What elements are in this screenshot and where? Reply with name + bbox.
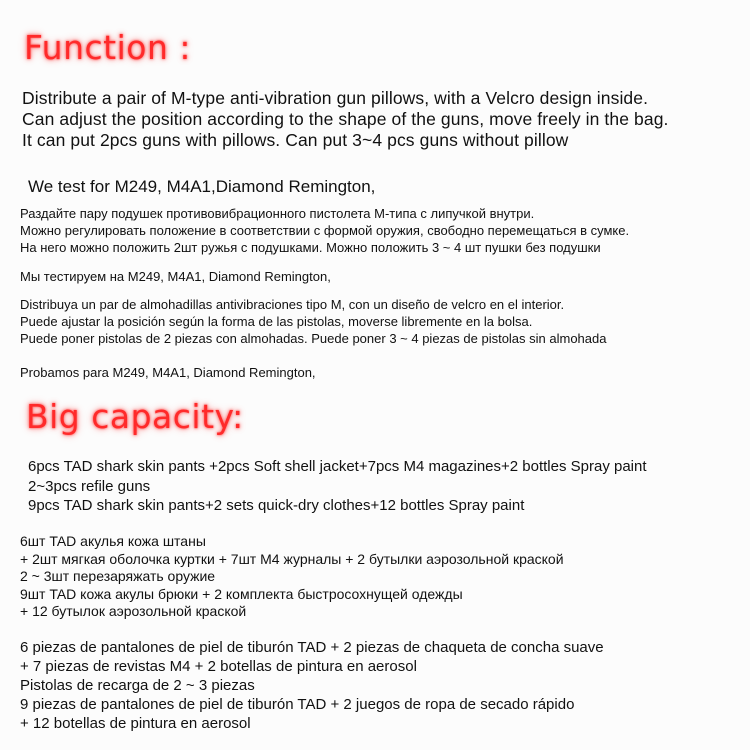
text-line: Можно регулировать положение в соответствии с формой оружия, свободно перемещаться в сумке.	[20, 223, 630, 238]
text-line: Distribute a pair of M-type anti-vibration gun pillows, with a Velcro design inside.	[22, 88, 649, 108]
function-english-paragraph	[22, 88, 669, 151]
big-capacity-heading: Big capacity:	[26, 397, 244, 436]
text-line: 6pcs TAD shark skin pants +2pcs Soft shell jacket+7pcs M4 magazines+2 bottles Spray paint	[28, 458, 647, 475]
function-heading: Function :	[24, 28, 191, 67]
text-line: Pistolas de recarga de 2 ~ 3 piezas	[20, 677, 255, 694]
capacity-russian-paragraph	[20, 533, 564, 621]
text-line: Раздайте пару подушек противовибрационного пистолета M-типа с липучкой внутри.	[20, 206, 535, 221]
capacity-english-paragraph	[28, 457, 647, 516]
function-english-test-line: We test for M249, M4A1,Diamond Remington,	[28, 177, 376, 196]
text-line: 9pcs TAD shark skin pants+2 sets quick-dry clothes+12 bottles Spray paint	[28, 497, 525, 514]
text-line: 6 piezas de pantalones de piel de tiburón TAD + 2 piezas de chaqueta de concha suave	[20, 639, 604, 656]
text-line: На него можно положить 2шт ружья с подушками. Можно положить 3 ~ 4 шт пушки без подушки	[20, 240, 601, 255]
text-line: Distribuya un par de almohadillas antivibraciones tipo M, con un diseño de velcro en el interior.	[20, 297, 565, 312]
function-russian-paragraph	[20, 205, 629, 256]
text-line: + 12 бутылок аэрозольной краской	[20, 603, 247, 619]
text-line: 9шт TAD кожа акулы брюки + 2 комплекта быстросохнущей одежды	[20, 585, 463, 602]
text-line: + 12 botellas de pintura en aerosol	[20, 715, 251, 732]
text-line: + 7 piezas de revistas M4 + 2 botellas de pintura en aerosol	[20, 658, 417, 675]
function-spanish-paragraph	[20, 296, 606, 347]
function-spanish-test-line: Probamos para M249, M4A1, Diamond Remington,	[20, 365, 316, 380]
text-line: Puede poner pistolas de 2 piezas con almohadas. Puede poner 3 ~ 4 piezas de pistolas sin almohada	[20, 331, 607, 346]
text-line: + 2шт мягкая оболочка куртки + 7шт M4 журналы + 2 бутылки аэрозольной краской	[20, 550, 564, 567]
text-line: It can put 2pcs guns with pillows. Can put 3~4 pcs guns without pillow	[22, 130, 569, 150]
capacity-spanish-paragraph	[20, 638, 604, 733]
text-line: Can adjust the position according to the shape of the guns, move freely in the bag.	[22, 109, 669, 129]
text-line: 6шт TAD акулья кожа штаны	[20, 533, 206, 549]
text-line: 2~3pcs refile guns	[28, 477, 151, 495]
text-line: Puede ajustar la posición según la forma de las pistolas, moverse libremente en la bolsa.	[20, 314, 533, 329]
text-line: 9 piezas de pantalones de piel de tiburón TAD + 2 juegos de ropa de secado rápido	[20, 696, 575, 713]
function-russian-test-line: Мы тестируем на M249, M4A1, Diamond Remington,	[20, 269, 331, 284]
text-line: 2 ~ 3шт перезаряжать оружие	[20, 568, 216, 584]
